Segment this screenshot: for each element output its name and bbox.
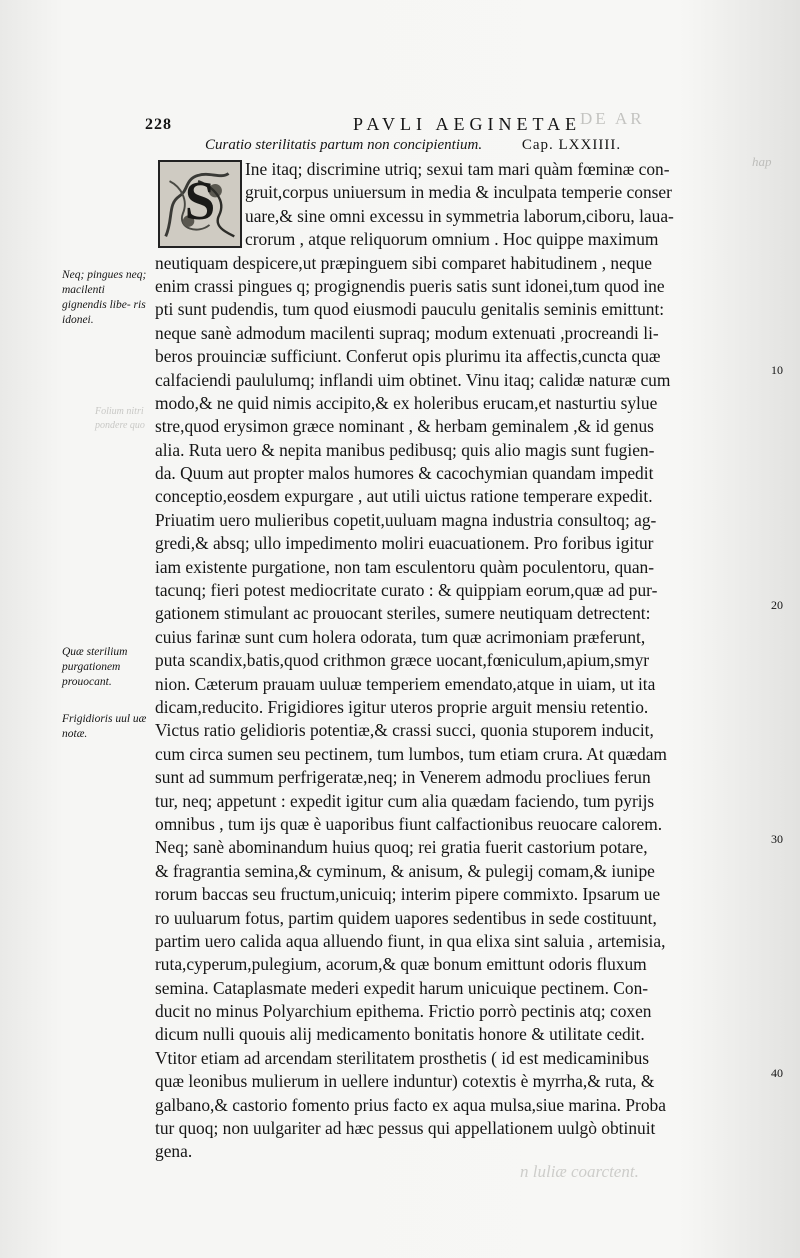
body-text	[155, 158, 767, 1164]
text-line: puta scandix,batis,quod crithmon græce uocant,fœniculum,apium,smyr	[155, 650, 650, 671]
bleed-through-header: DE AR	[580, 109, 645, 128]
text-line: neque sanè admodum macilenti supraq; modum extenuati ,procreandi li-	[155, 322, 659, 343]
text-line: omnibus , tum ijs quæ è uaporibus fiunt calfactionibus reuocare calorem.	[155, 813, 663, 834]
chapter-title: Curatio sterilitatis partum non concipientium.	[205, 137, 483, 153]
text-line: Victus ratio gelidioris potentiæ,& crassi succi, quonia stuporem inducit,	[155, 720, 654, 741]
text-line: Priuatim uero mulieribus copetit,uuluam magna industria consultoq; ag-	[155, 509, 657, 530]
text-line: ruta,cyperum,pulegium, acorum,& quæ bonum emittunt odoris fluxum	[155, 954, 647, 975]
text-line: enim crassi pingues q; progignendis pueris satis sunt idonei,tum quod ine	[155, 275, 665, 296]
text-line: gationem stimulant ac prouocant steriles, sumere neutiquam detrectent:	[155, 603, 651, 624]
bleed-through-right: hap	[752, 154, 772, 169]
text-line: beros prouinciæ sufficiunt. Conferut opis plurimu ita affectis,cuncta quæ	[155, 346, 661, 367]
text-line: Vtitor etiam ad arcendam sterilitatem prosthetis ( id est medicaminibus	[155, 1047, 650, 1068]
text-line: semina. Cataplasmate mederi expedit harum unicuique pectinem. Con-	[155, 977, 649, 998]
text-line: ducit no minus Polyarchium epithema. Frictio porrò pectinis atq; coxen	[155, 1001, 652, 1022]
text-line: ro uuluarum fotus, partim quidem uapores sedentibus in sede costituunt,	[155, 907, 657, 928]
decorated-initial-icon	[158, 160, 242, 248]
initial-letter: S	[184, 170, 216, 232]
text-line: partim uero calida aqua alluendo fiunt, in qua elixa sint saluia , artemisia,	[155, 930, 666, 951]
chapter-number: Cap. LXXIIII.	[521, 137, 622, 153]
margin-note-2: Quæ sterilium purgationem prouocant.	[62, 646, 128, 688]
text-line: cuius farinæ sunt cum holera odorata, tum quæ acrimoniam præferunt,	[155, 626, 646, 647]
running-head: PAVLI AEGINETAE	[353, 114, 582, 134]
text-line: conceptio,eosdem expurgare , aut utili uictus ratione temperare expedit.	[155, 486, 653, 507]
text-line: modo,& ne quid nimis accipito,& ex holeribus erucam,et nasturtiu sylue	[155, 392, 658, 413]
text-line: uare,& sine omni excessu in symmetria laborum,ciboru, laua-	[245, 205, 674, 226]
text-line: tur quoq; non uulgariter ad hæc pessus qui appellationem uulgò obtinuit	[155, 1118, 656, 1139]
line-number-40: 40	[771, 1066, 783, 1080]
text-line: crorum , atque reliquorum omnium . Hoc quippe maximum	[245, 229, 659, 250]
text-line: nion. Cæterum prauam uuluæ temperiem emendato,atque in uiam, ut ita	[155, 673, 656, 694]
text-line: sunt ad summum perfrigeratæ,neq; in Venerem admodu procliues ferun	[155, 767, 651, 788]
text-line: gruit,corpus uniuersum in media & inculpata temperie conser	[245, 182, 672, 203]
line-number-30: 30	[771, 832, 783, 846]
page-number: 228	[145, 116, 172, 133]
text-line: iam existente purgatione, non tam esculentoru quàm poculentoru, quan-	[155, 556, 655, 577]
text-line: Neq; sanè abominandum huius quoq; rei gratia fuerit castorium potare,	[155, 837, 648, 858]
text-line: quæ leonibus mulierum in uellere induntur) cotextis è myrrha,& ruta, &	[155, 1071, 655, 1092]
text-line: tacunq; fieri potest mediocritate curato : & quippiam eorum,quæ ad pur-	[155, 580, 658, 601]
text-line: gena.	[155, 1141, 193, 1162]
text-line: tur, neq; appetunt : expedit igitur cum alia quædam faciendo, tum pyrijs	[155, 790, 655, 811]
text-line: & fragrantia semina,& cyminum, & anisum, & pulegij comam,& iunipe	[155, 860, 655, 881]
text-line: dicam,reducito. Frigidiores igitur uteros proprie arguit mensiu retentio.	[155, 696, 649, 717]
text-line: galbano,& castorio fomento prius facto ex aqua mulsa,siue marina. Proba	[155, 1094, 666, 1115]
text-line: gredi,& absq; ullo impedimento moliri euacuationem. Pro foribus igitur	[155, 533, 654, 554]
text-line: pti sunt pudendis, tum quod eiusmodi pauculu genitalis seminis emittunt:	[155, 299, 665, 320]
chapter-heading	[205, 137, 765, 154]
text-line: Ine itaq; discrimine utriq; sexui tam mari quàm fœminæ con-	[245, 159, 670, 179]
page-header	[145, 109, 705, 140]
text-line: calfaciendi paululumq; inflandi uim obtinet. Vinu itaq; calidæ naturæ cum	[155, 369, 671, 390]
text-line: da. Quum aut propter malos humores & cacochymian quandam impedit	[155, 463, 654, 484]
text-line: alia. Ruta uero & nepita manibus pedibusq; quis alio magis sunt fugien-	[155, 439, 655, 460]
line-number-10: 10	[771, 363, 783, 377]
text-line: rorum baccas seu fructum,unicuiq; interim pipere commixto. Ipsarum ue	[155, 884, 661, 905]
bleed-through-margin: Folium nitri pondere quo	[95, 406, 145, 431]
margin-note-1: Neq; pingues neq; macilenti gignendis libe- ris idonei.	[62, 269, 147, 326]
line-number-20: 20	[771, 598, 783, 612]
text-line: stre,quod erysimon græce nominant , & herbam geminalem ,& id genus	[155, 416, 654, 437]
text-line: neutiquam despicere,ut præpinguem sibi comparet habitudinem , neque	[155, 252, 652, 273]
text-line: cum circa sumen seu pectinem, tum lumbos, tum etiam crura. At quædam	[155, 743, 667, 764]
bleed-through-footer: n luliæ coarctent.	[520, 1162, 639, 1181]
margin-note-3: Frigidioris uul uæ notæ.	[62, 713, 147, 740]
text-line: dicum nulli quouis alij medicamento bonitatis honore & utilitate cedit.	[155, 1024, 645, 1045]
